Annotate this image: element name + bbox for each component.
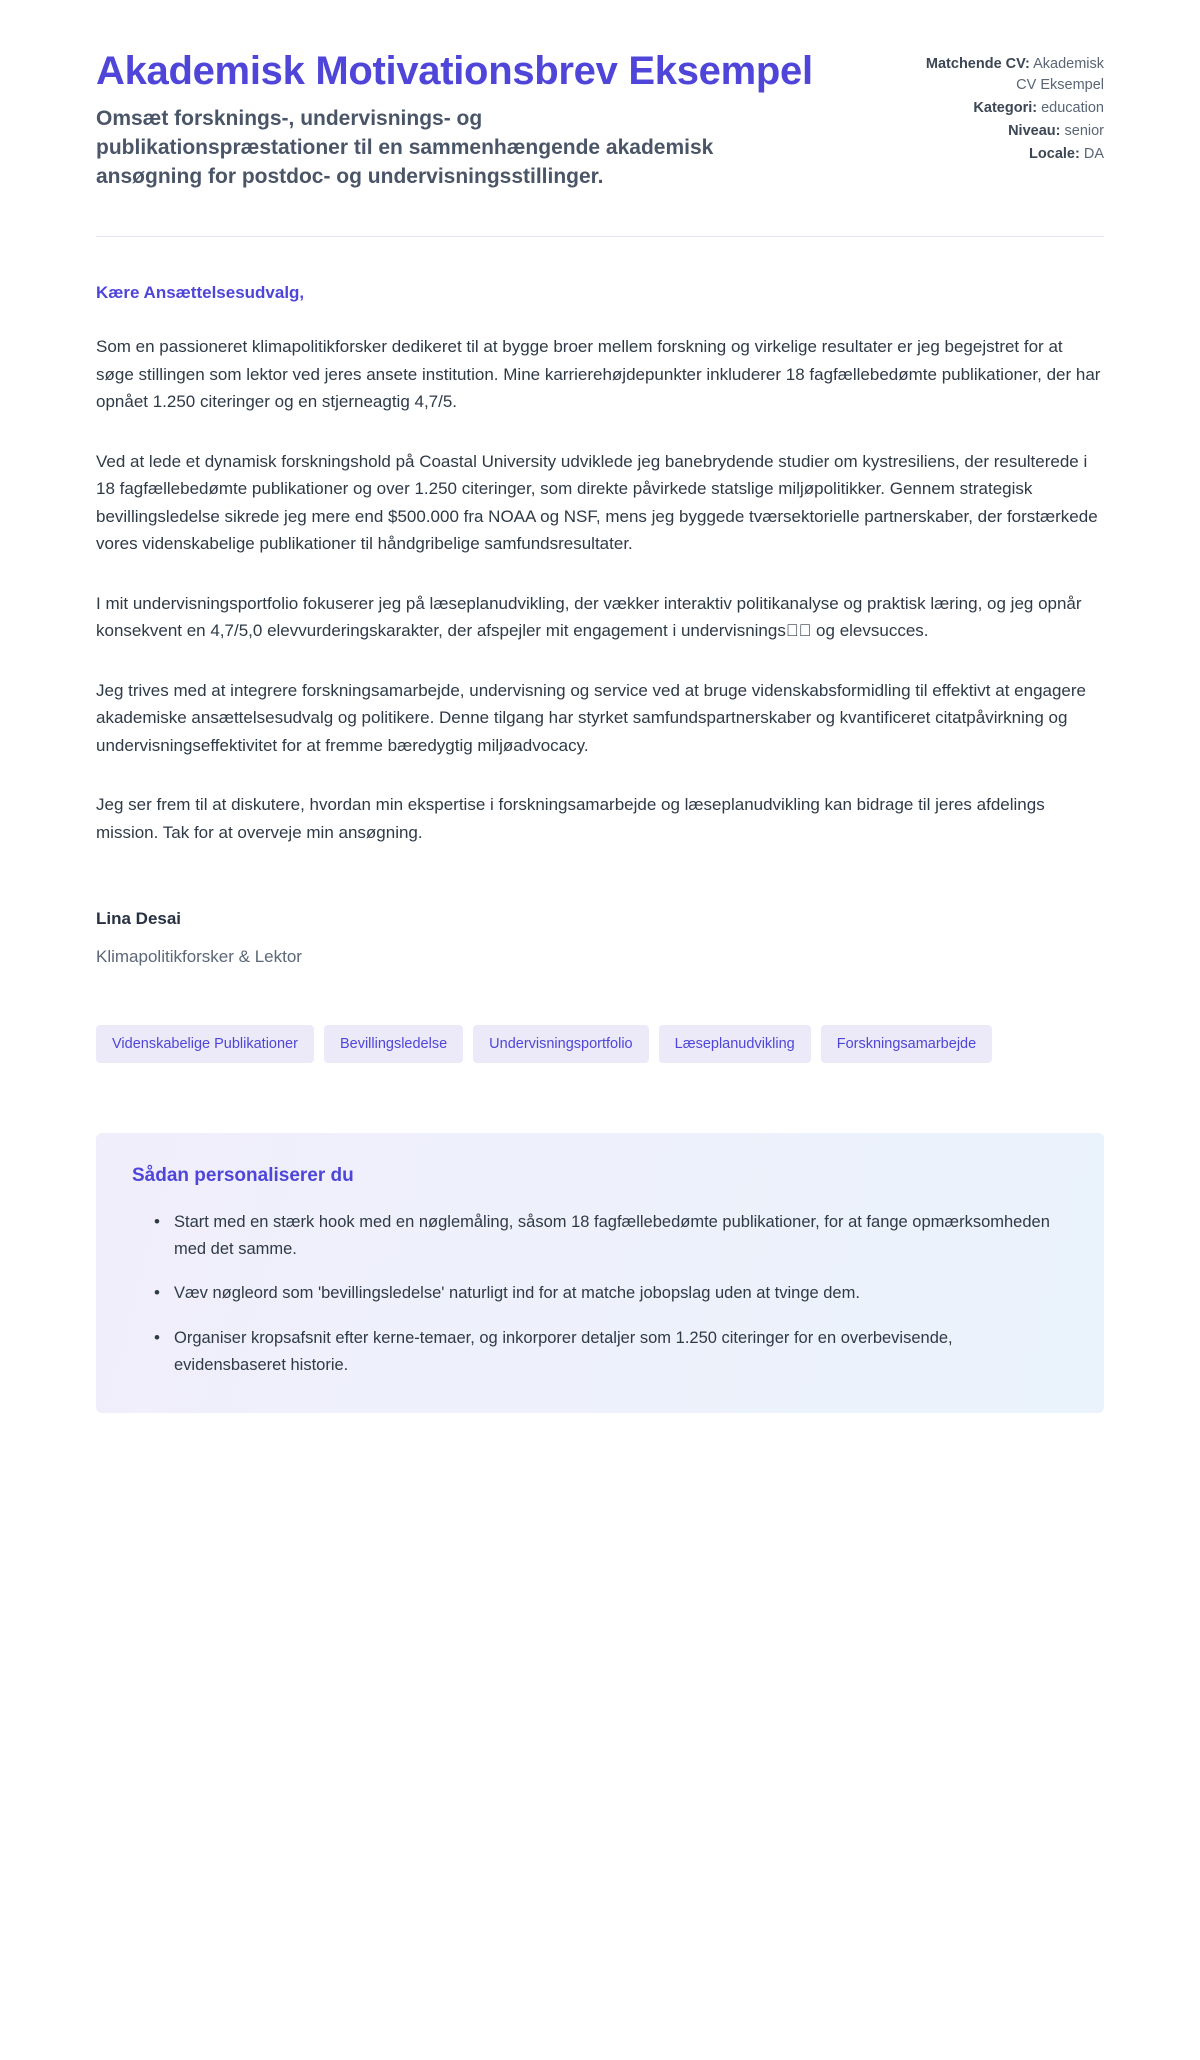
- tag-list: [96, 1025, 1016, 1064]
- letter-salutation: Kære Ansættelsesudvalg,: [96, 283, 305, 303]
- metadata-row-locale: [924, 144, 1104, 165]
- metadata-row-category: [924, 98, 1104, 119]
- tag-chip[interactable]: Læseplanudvikling: [659, 1025, 811, 1064]
- signature-role: Klimapolitikforsker & Lektor: [96, 946, 302, 966]
- metadata-label-level: Niveau:: [1008, 123, 1061, 140]
- metadata-value-locale: DA: [1083, 146, 1104, 163]
- tips-list-item: • Væv nøgleord som 'bevillingsledelse' naturligt ind for at matche jobopslag uden at tvinge dem.: [154, 1280, 1068, 1307]
- tag-chip[interactable]: Videnskabelige Publikationer: [96, 1025, 314, 1064]
- metadata-row-level: [924, 121, 1104, 142]
- personalization-tips-panel: [96, 1133, 1104, 1413]
- tips-list-item: • Start med en stærk hook med en nøglemåling, såsom 18 fagfællebedømte publikationer, for at fange opmærksomheden med det samme.: [154, 1209, 1068, 1262]
- tips-title: Sådan personaliserer du: [132, 1165, 354, 1187]
- letter-paragraph: I mit undervisningsportfolio fokuserer jeg på læseplanudvikling, der vækker interaktiv politikanalyse og praktisk læring, og jeg opnår konsekvent en 4,7/5,0 elevvurderingskarakter, der afspejler mit engagement i undervisnings􏿿􏿿 og elevsucces.: [96, 593, 1082, 641]
- metadata-label-locale: Locale:: [1029, 146, 1080, 163]
- page-title: Akademisk Motivationsbrev Eksempel: [96, 49, 813, 93]
- tag-chip[interactable]: Undervisningsportfolio: [473, 1025, 648, 1064]
- tag-chip[interactable]: Bevillingsledelse: [324, 1025, 463, 1064]
- letter-paragraph: Ved at lede et dynamisk forskningshold på Coastal University udviklede jeg banebrydende studier om kystresiliens, der resulterede i 18 fagfællebedømte publikationer og over 1.250 citeringer, som direkte påvirkede statslige miljøpolitikker. Gennem strategisk bevillingsledelse sikrede jeg mere end $500.000 fra NOAA og NSF, mens jeg byggede tværsektorielle partnerskaber, der forstærkede vores videnskabelige publikationer til håndgribelige samfundsresultater.: [96, 451, 1098, 554]
- signature-name: Lina Desai: [96, 908, 182, 928]
- tips-list: [132, 1209, 1068, 1379]
- letter-paragraph: Jeg ser frem til at diskutere, hvordan min ekspertise i forskningsamarbejde og læseplanudvikling kan bidrage til jeres afdelings mission. Tak for at overveje min ansøgning.: [96, 795, 1045, 842]
- metadata-value-category: education: [1041, 100, 1104, 117]
- metadata-label-matching-cv: Matchende CV:: [925, 56, 1030, 72]
- metadata-row-matching-cv: [924, 54, 1104, 96]
- letter-paragraph: Jeg trives med at integrere forskningsamarbejde, undervisning og service ved at bruge videnskabsformidling til effektivt at engagere akademiske ansættelsesudvalg og politikere. Denne tilgang har styrket samfundspartnerskaber og kvantificeret citatpåvirkning og undervisningseffektivitet for at fremme bæredygtig miljøadvocacy.: [96, 680, 1087, 755]
- letter-signature: [96, 909, 1104, 967]
- page-subtitle: Omsæt forsknings-, undervisnings- og publikationspræstationer til en sammenhængende akademisk ansøgning for postdoc- og undervisningsstillinger.: [96, 107, 714, 189]
- header-text-block: [96, 48, 856, 192]
- metadata-value-level: senior: [1064, 123, 1104, 140]
- cover-letter-body: [96, 237, 1104, 966]
- document-header: [96, 48, 1104, 192]
- tag-chip[interactable]: Forskningsamarbejde: [821, 1025, 992, 1064]
- metadata-panel: [924, 48, 1104, 167]
- letter-paragraph: Som en passioneret klimapolitikforsker dedikeret til at bygge broer mellem forskning og virkelige resultater er jeg begejstret for at søge stillingen som lektor ved jeres ansete institution. Mine karrierehøjdepunkter inkluderer 18 fagfællebedømte publikationer, der har opnået 1.250 citeringer og en stjerneagtig 4,7/5.: [96, 337, 1101, 412]
- metadata-label-category: Kategori:: [973, 100, 1038, 117]
- metadata-value-matching-cv: Akademisk CV Eksempel: [1016, 56, 1104, 94]
- tips-list-item: • Organiser kropsafsnit efter kerne-temaer, og inkorporer detaljer som 1.250 citeringer for en overbevisende, evidensbaseret historie.: [154, 1325, 1068, 1378]
